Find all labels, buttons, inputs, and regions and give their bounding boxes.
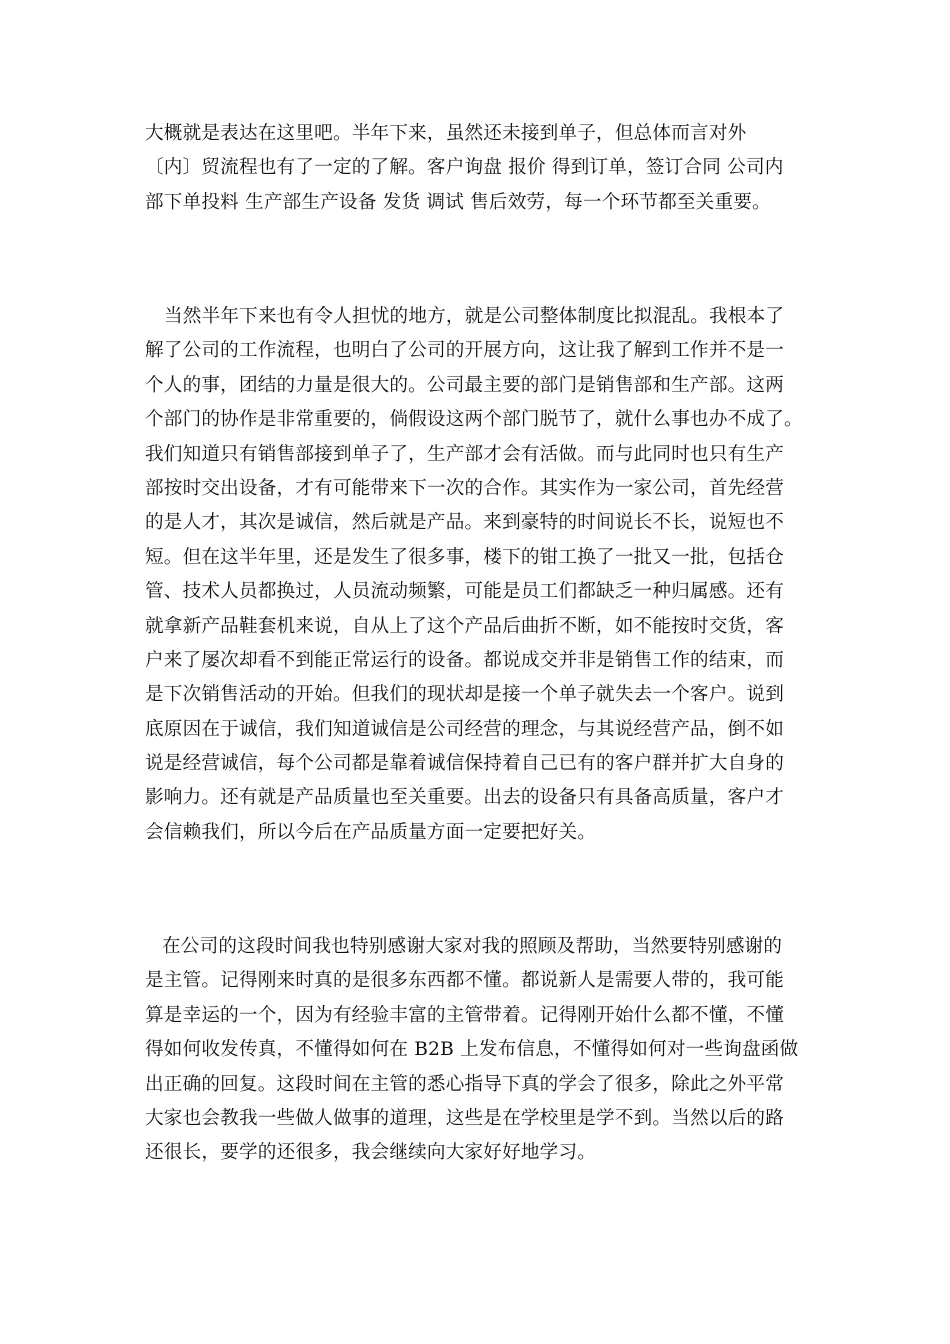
paragraph-2: [145, 300, 810, 850]
paragraph-line: 得如何收发传真，不懂得如何在 B2B 上发布信息，不懂得如何对一些询盘函做: [145, 1039, 799, 1061]
paragraph-line: 在公司的这段时间我也特别感谢大家对我的照顾及帮助，当然要特别感谢的: [162, 936, 783, 957]
paragraph-line: 当然半年下来也有令人担忧的地方，就是公司整体制度比拟混乱。我根本了: [164, 306, 785, 327]
paragraph-line: 部按时交出设备，才有可能带来下一次的合作。其实作为一家公司，首先经营: [145, 477, 784, 499]
paragraph-line: 户来了屡次却看不到能正常运行的设备。都说成交并非是销售工作的结束，而: [145, 649, 784, 671]
paragraph-line: 就拿新产品鞋套机来说，自从上了这个产品后曲折不断，如不能按时交货，客: [145, 615, 784, 637]
paragraph-line: 说是经营诚信，每个公司都是靠着诚信保持着自己已有的客户群并扩大自身的: [145, 753, 784, 775]
paragraph-line: 影响力。还有就是产品质量也至关重要。出去的设备只有具备高质量，客户才: [145, 787, 784, 809]
paragraph-line: 我们知道只有销售部接到单子了，生产部才会有活做。而与此同时也只有生产: [145, 443, 784, 465]
paragraph-line: 会信赖我们，所以今后在产品质量方面一定要把好关。: [145, 821, 597, 843]
paragraph-line: 解了公司的工作流程，也明白了公司的开展方向，这让我了解到工作并不是一: [145, 340, 784, 362]
paragraph-line: 底原因在于诚信，我们知道诚信是公司经营的理念，与其说经营产品，倒不如: [145, 718, 784, 740]
paragraph-3: [145, 930, 810, 1171]
paragraph-line: 大家也会教我一些做人做事的道理，这些是在学校里是学不到。当然以后的路: [145, 1107, 784, 1129]
paragraph-line: 部下单投料 生产部生产设备 发货 调试 售后效劳，每一个环节都至关重要。: [145, 191, 771, 213]
paragraph-line: 大概就是表达在这里吧。半年下来，虽然还未接到单子，但总体而言对外: [145, 123, 747, 144]
paragraph-line: 算是幸运的一个，因为有经验丰富的主管带着。记得刚开始什么都不懂，不懂: [145, 1004, 784, 1026]
paragraph-line: 还很长，要学的还很多，我会继续向大家好好地学习。: [145, 1142, 597, 1164]
paragraph-line: 〔内〕贸流程也有了一定的了解。客户询盘 报价 得到订单，签订合同 公司内: [145, 157, 784, 179]
paragraph-line: 是下次销售活动的开始。但我们的现状却是接一个单子就失去一个客户。说到: [145, 684, 784, 706]
paragraph-line: 个部门的协作是非常重要的，倘假设这两个部门脱节了，就什么事也办不成了。: [145, 409, 803, 431]
paragraph-line: 个人的事，团结的力量是很大的。公司最主要的部门是销售部和生产部。这两: [145, 374, 784, 396]
paragraph-1: [145, 117, 810, 220]
paragraph-line: 短。但在这半年里，还是发生了很多事，楼下的钳工换了一批又一批，包括仓: [145, 546, 784, 568]
paragraph-line: 的是人才，其次是诚信，然后就是产品。来到豪特的时间说长不长，说短也不: [145, 512, 784, 534]
paragraph-line: 管、技术人员都换过，人员流动频繁，可能是员工们都缺乏一种归属感。还有: [145, 581, 784, 603]
paragraph-line: 是主管。记得刚来时真的是很多东西都不懂。都说新人是需要人带的，我可能: [145, 970, 784, 992]
paragraph-line: 出正确的回复。这段时间在主管的悉心指导下真的学会了很多，除此之外平常: [145, 1073, 784, 1095]
